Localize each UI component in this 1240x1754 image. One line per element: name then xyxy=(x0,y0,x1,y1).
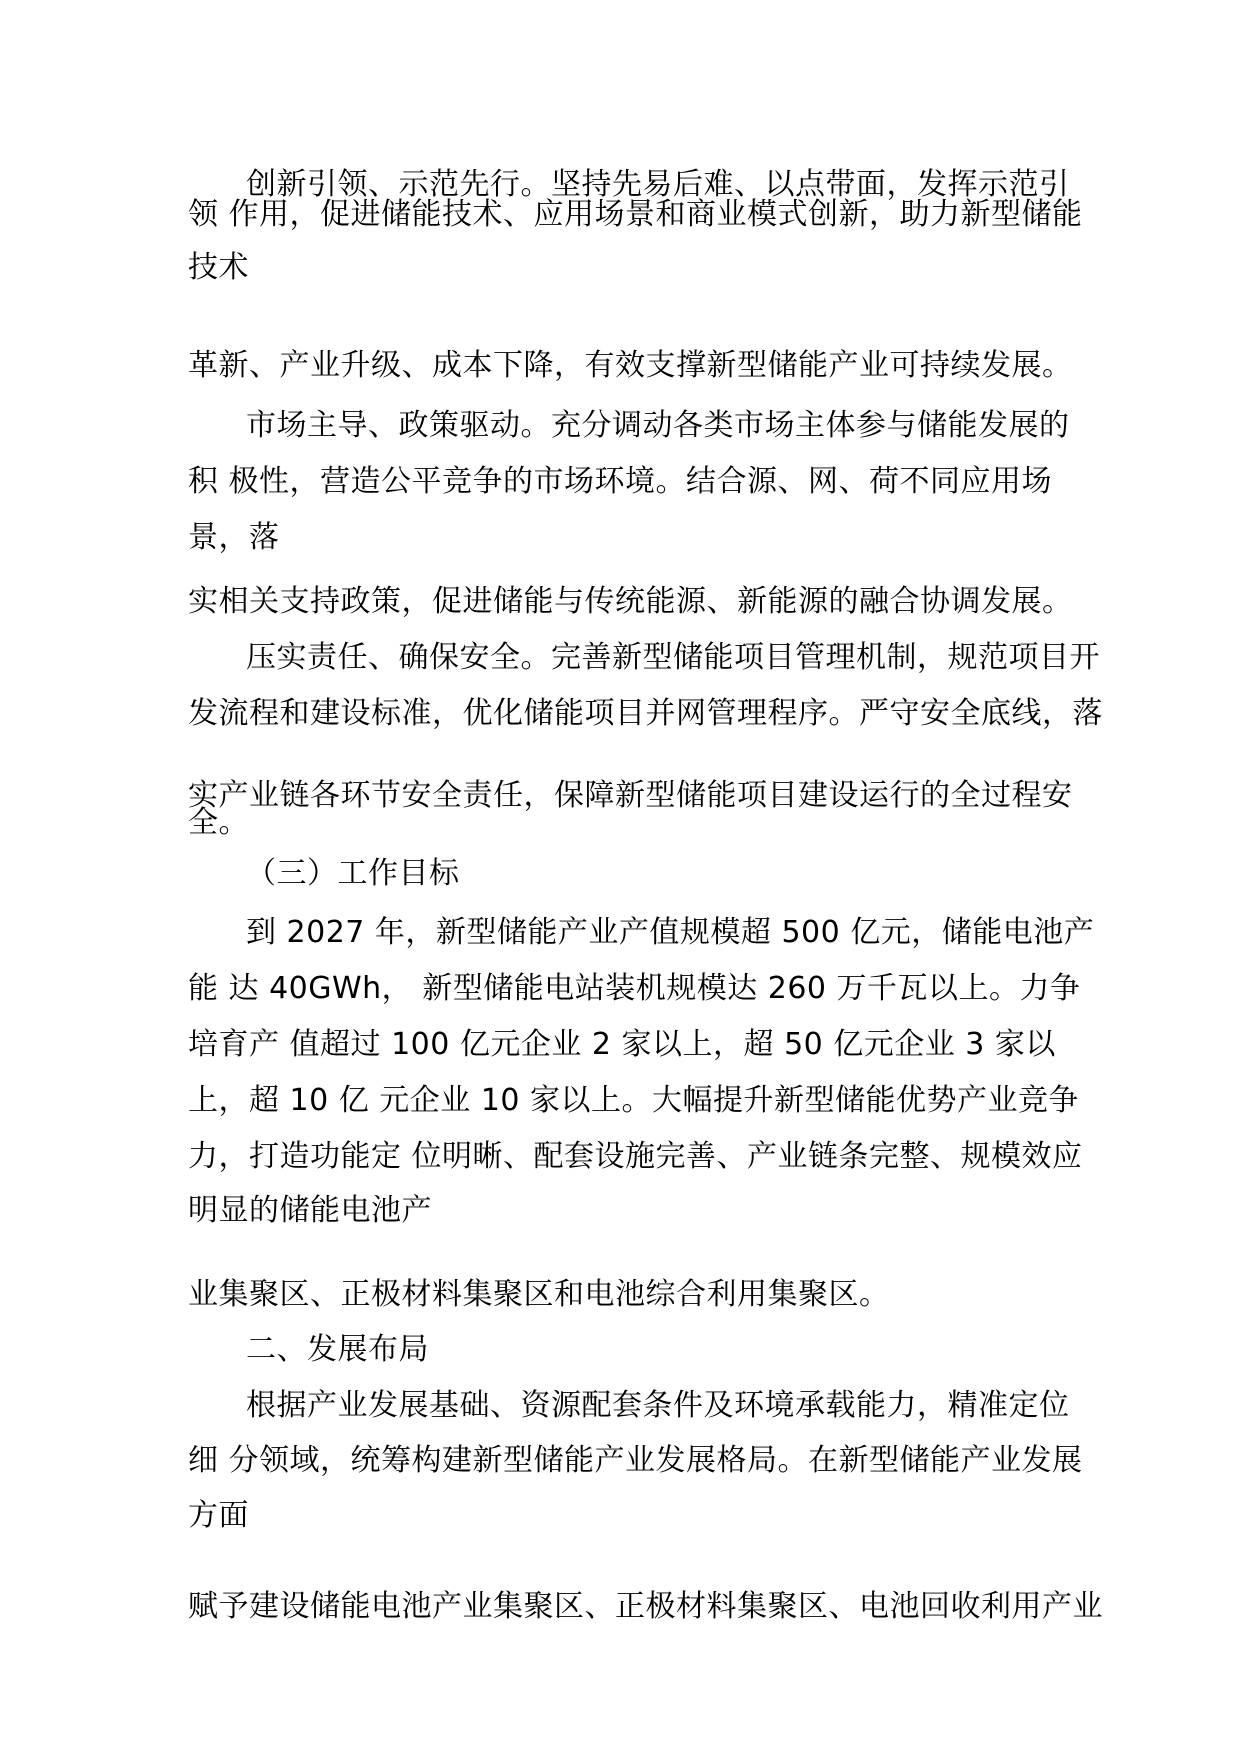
paragraph-line: 明显的储能电池产 xyxy=(188,1193,432,1228)
paragraph-line: 景，落 xyxy=(188,520,280,555)
paragraph-line: 全。 xyxy=(188,805,249,840)
paragraph-line: 创新引领、示范先行。坚持先易后难、以点带面，发挥示范引 xyxy=(246,167,1070,202)
paragraph-line: 业集聚区、正极材料集聚区和电池综合利用集聚区。 xyxy=(188,1277,890,1312)
section-heading: （三）工作目标 xyxy=(246,856,460,891)
paragraph-line: 培育产 值超过 100 亿元企业 2 家以上，超 50 亿元企业 3 家以 xyxy=(188,1027,1056,1062)
paragraph-line: 积 极性，营造公平竞争的市场环境。结合源、网、荷不同应用场 xyxy=(188,464,1053,499)
paragraph-line: 领 作用，促进储能技术、应用场景和商业模式创新，助力新型储能 xyxy=(188,197,1083,232)
paragraph-line: 压实责任、确保安全。完善新型储能项目管理机制，规范项目开 xyxy=(246,640,1100,675)
paragraph-line: 赋予建设储能电池产业集聚区、正极材料集聚区、电池回收利用产业 xyxy=(188,1589,1103,1624)
paragraph-line: 实相关支持政策，促进储能与传统能源、新能源的融合协调发展。 xyxy=(188,584,1073,619)
paragraph-line: 方面 xyxy=(188,1498,249,1533)
paragraph-line: 上，超 10 亿 元企业 10 家以上。大幅提升新型储能优势产业竞争 xyxy=(188,1083,1080,1118)
paragraph-line: 到 2027 年，新型储能产业产值规模超 500 亿元，储能电池产 xyxy=(246,915,1095,950)
paragraph-line: 市场主导、政策驱动。充分调动各类市场主体参与储能发展的 xyxy=(246,408,1070,443)
paragraph-line: 实产业链各环节安全责任，保障新型储能项目建设运行的全过程安 xyxy=(188,778,1073,813)
paragraph-line: 技术 xyxy=(188,250,249,285)
section-heading: 二、发展布局 xyxy=(246,1332,429,1367)
paragraph-line: 发流程和建设标准，优化储能项目并网管理程序。严守安全底线，落 xyxy=(188,696,1103,731)
paragraph-line: 革新、产业升级、成本下降，有效支撑新型储能产业可持续发展。 xyxy=(188,348,1073,383)
paragraph-line: 能 达 40GWh， 新型储能电站装机规模达 260 万千瓦以上。力争 xyxy=(188,971,1081,1006)
paragraph-line: 细 分领域，统筹构建新型储能产业发展格局。在新型储能产业发展 xyxy=(188,1443,1083,1478)
paragraph-line: 根据产业发展基础、资源配套条件及环境承载能力，精准定位 xyxy=(246,1388,1070,1423)
paragraph-line: 力，打造功能定 位明晰、配套设施完善、产业链条完整、规模效应 xyxy=(188,1139,1083,1174)
